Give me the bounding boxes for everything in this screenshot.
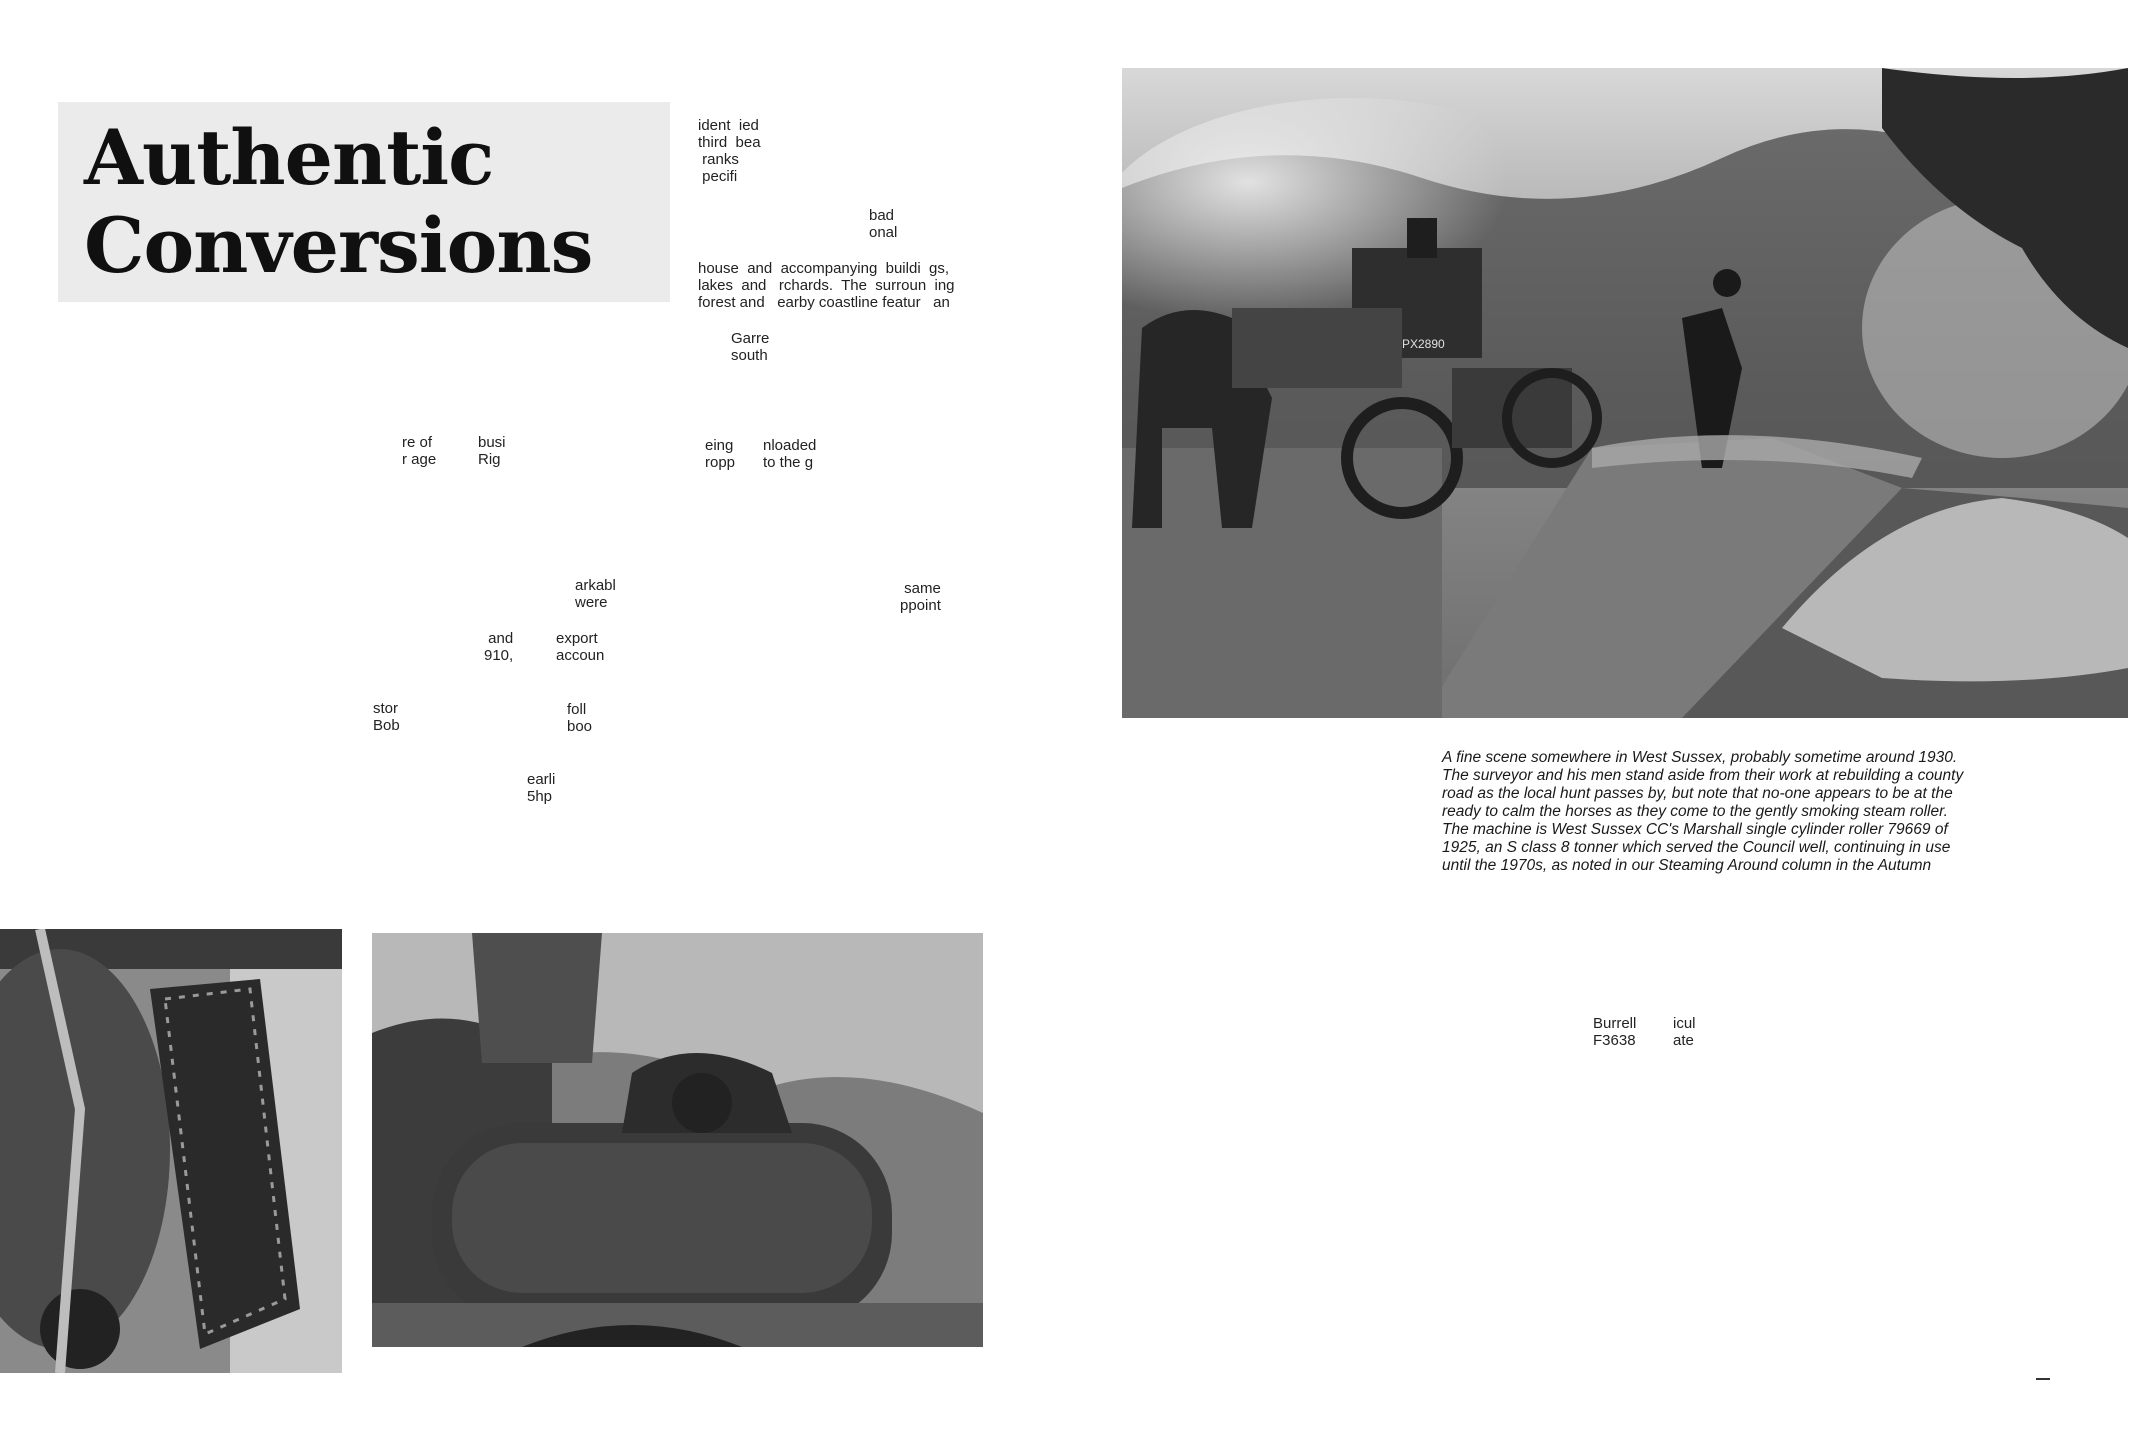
steam-roller-hunt-photo — [1122, 68, 2128, 718]
text-fragment: export accoun — [556, 630, 605, 664]
text-fragment: nloaded to the g — [763, 437, 817, 471]
text-fragment: Garre south — [731, 330, 770, 364]
derelict-engine-boiler-photo — [372, 933, 983, 1347]
page-number-mark — [2036, 1378, 2050, 1380]
text-fragment: Burrell F3638 — [1593, 1015, 1637, 1049]
text-fragment: house and accompanying buildi gs, lakes and rchards. The surroun ing forest and earby coastline featur an — [698, 260, 955, 311]
text-fragment: and 910, — [484, 630, 514, 664]
text-fragment: icul ate — [1673, 1015, 1696, 1049]
caption-line: A fine scene somewhere in West Sussex, probably sometime around 1930. — [1442, 749, 1958, 766]
caption-line: The surveyor and his men stand aside from their work at rebuilding a county — [1442, 767, 1964, 784]
caption-line: 1925, an S class 8 tonner which served the Council well, continuing in use — [1442, 839, 1951, 856]
text-fragment: same ppoint — [900, 580, 941, 614]
text-fragment: busi Rig — [478, 434, 506, 468]
photo-caption — [1442, 749, 2054, 875]
svg-text:PX2890: PX2890 — [1402, 337, 1445, 351]
caption-line: road as the local hunt passes by, but note that no-one appears to be at the — [1442, 785, 1953, 802]
caption-line: until the 1970s, as noted in our Steaming Around column in the Autumn — [1442, 857, 1932, 874]
text-fragment: foll boo — [567, 701, 593, 735]
caption-line: The machine is West Sussex CC's Marshall single cylinder roller 79669 of — [1442, 821, 1948, 838]
text-fragment: earli 5hp — [527, 771, 556, 805]
traction-engine-wheel-photo — [0, 929, 342, 1373]
text-fragment: ident ied third bea ranks pecifi — [698, 117, 761, 185]
text-fragment: stor Bob — [373, 700, 400, 734]
text-fragment: eing ropp — [705, 437, 736, 471]
article-title-line-2: Conversions — [84, 201, 593, 290]
text-fragment: re of r age — [402, 434, 437, 468]
text-fragment: arkabl were — [575, 577, 616, 611]
text-fragment: bad onal — [869, 207, 898, 241]
article-title-line-1: Authentic — [84, 113, 494, 202]
caption-line: ready to calm the horses as they come to the gently smoking steam roller. — [1442, 803, 1948, 820]
